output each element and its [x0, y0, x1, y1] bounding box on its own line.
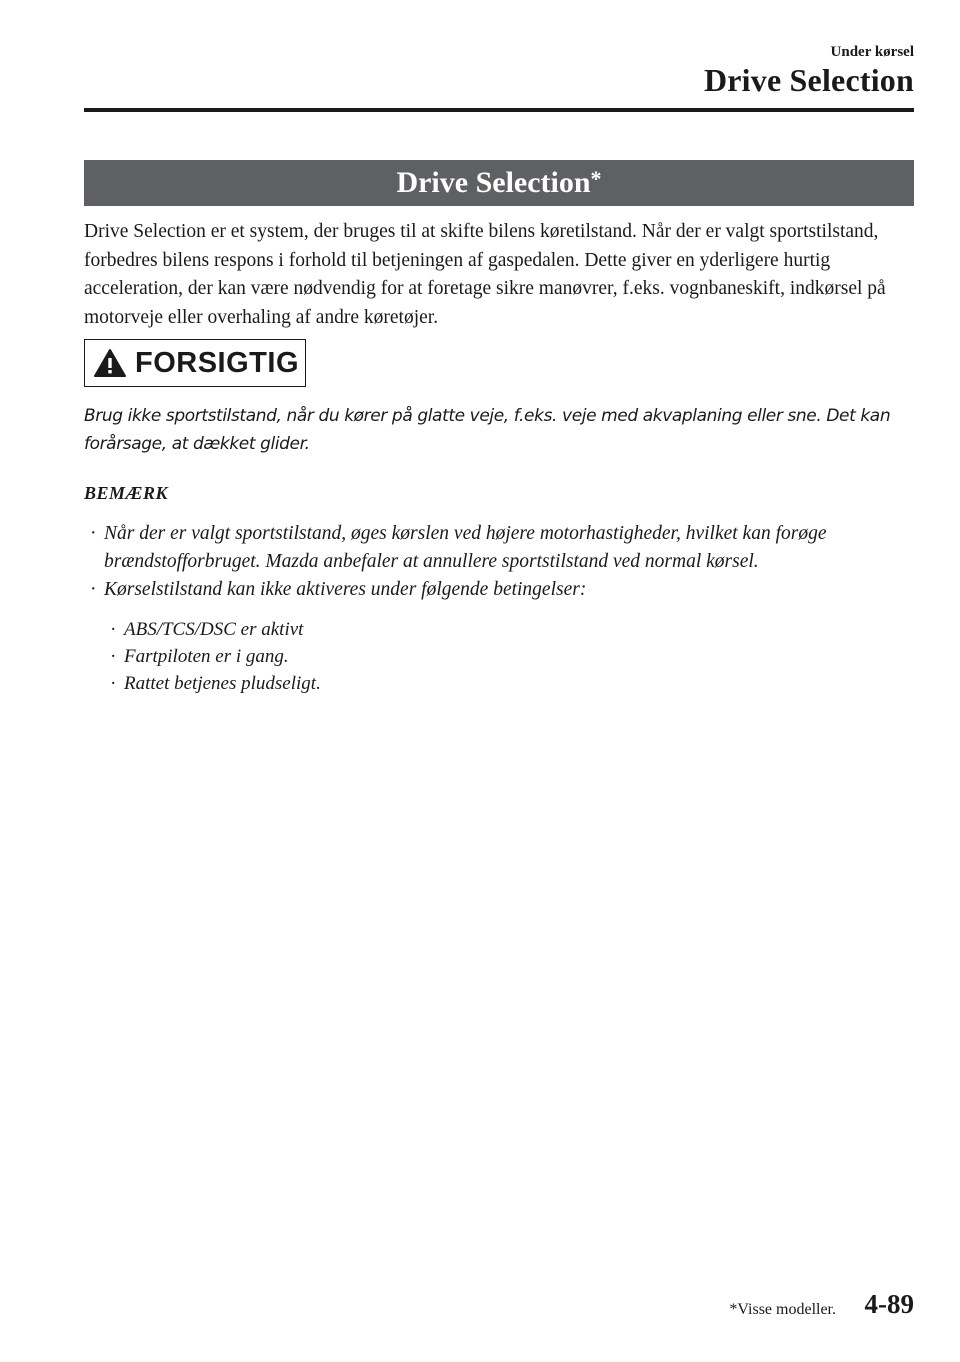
- page-number: 4-89: [864, 1289, 914, 1319]
- header-rule: [84, 108, 914, 112]
- caution-label: FORSIGTIG: [135, 346, 299, 379]
- note-subitem: · Rattet betjenes pludseligt.: [84, 670, 884, 697]
- header-title: Drive Selection: [703, 62, 914, 98]
- note-subitem: · ABS/TCS/DSC er aktivt: [84, 616, 884, 643]
- caution-text: Brug ikke sportstilstand, når du kører på glatte veje, f.eks. veje med akvaplaning eller sne. Det kan forårsage, at dækket glider.: [84, 406, 891, 454]
- note-sublist: [84, 616, 884, 697]
- model-footnote-mark: *: [590, 166, 602, 191]
- note-heading: BEMÆRK: [84, 483, 169, 503]
- warning-triangle-icon: [93, 348, 127, 378]
- section-title: Drive Selection: [396, 166, 591, 199]
- note-subitem: · Fartpiloten er i gang.: [84, 643, 884, 670]
- note-list: [84, 520, 884, 697]
- note-item: · Når der er valgt sportstilstand, øges kørslen ved højere motorhastigheder, hvilket kan forøge brændstofforbruget. Mazda anbefaler at annullere sportstilstand ved normal kørsel.: [84, 520, 884, 576]
- note-item: · Kørselstilstand kan ikke aktiveres under følgende betingelser:: [84, 576, 884, 604]
- footnote: *Visse modeller.: [729, 1301, 836, 1318]
- caution-box: [84, 339, 306, 387]
- intro-paragraph: Drive Selection er et system, der bruges til at skifte bilens køretilstand. Når der er valgt sportstilstand, forbedres bilens respons i forhold til betjeningen af gaspedalen. Dette giver en yderligere hurtig acceleration, der kan være nødvendig for at foretage sikre manøvrer, f.eks. vognbaneskift, indkørsel på motorveje eller overhaling af andre køretøjer.: [84, 221, 886, 328]
- section-banner: [84, 160, 914, 206]
- header-section-label: Under kørsel: [830, 44, 914, 60]
